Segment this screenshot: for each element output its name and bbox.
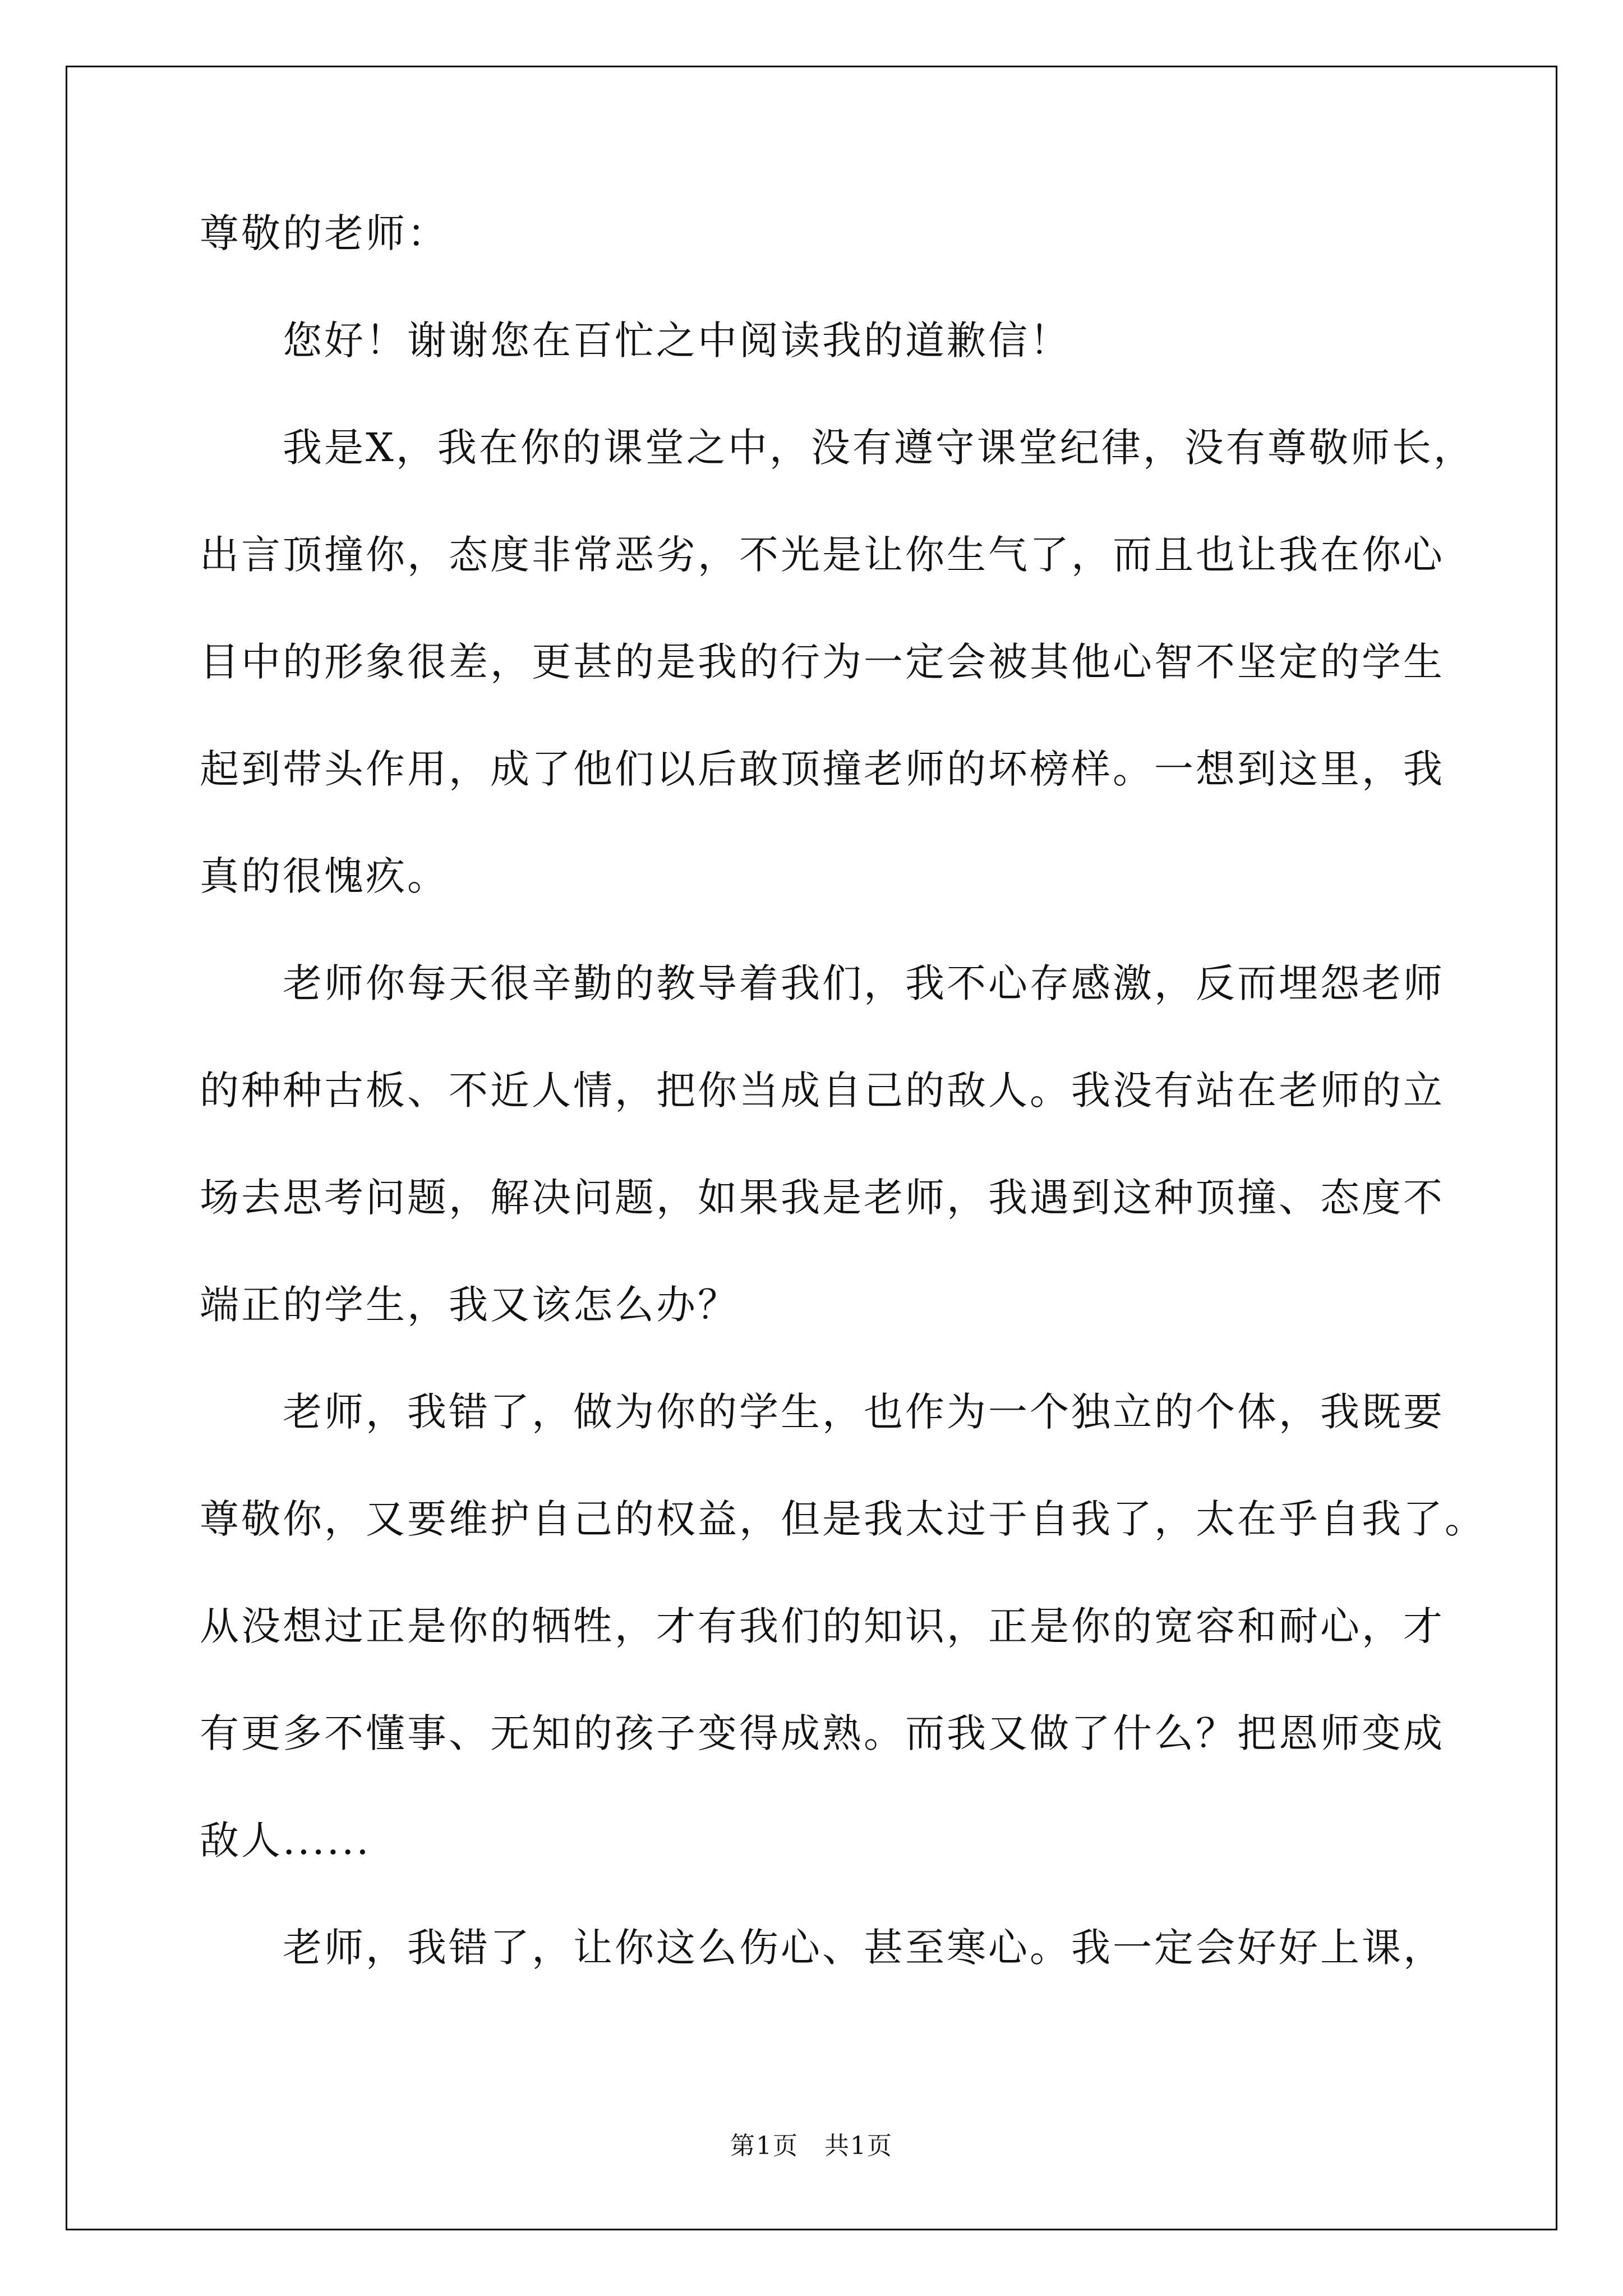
paragraph-line: 敌人...... — [200, 1818, 371, 1864]
paragraph-line: 您好！谢谢您在百忙之中阅读我的道歉信！ — [283, 318, 1071, 364]
paragraph-line: 老师你每天很辛勤的教导着我们，我不心存感激，反而埋怨老师 — [283, 960, 1445, 1006]
paragraph-line: 老师，我错了，让你这么伤心、甚至寒心。我一定会好好上课， — [283, 1925, 1445, 1971]
paragraph-line: 真的很愧疚。 — [200, 853, 449, 899]
paragraph-line: 尊敬你，又要维护自己的权益，但是我太过于自我了，太在乎自我了。 — [200, 1496, 1486, 1542]
paragraph-line: 我是X，我在你的课堂之中，没有遵守课堂纪律，没有尊敬师长， — [283, 425, 1475, 471]
salutation: 尊敬的老师： — [200, 210, 449, 256]
paragraph-line: 老师，我错了，做为你的学生，也作为一个独立的个体，我既要 — [283, 1389, 1445, 1435]
paragraph-line: 从没想过正是你的牺牲，才有我们的知识，正是你的宽容和耐心，才 — [200, 1603, 1445, 1649]
paragraph-line: 端正的学生，我又该怎么办？ — [200, 1282, 739, 1328]
paragraph-line: 场去思考问题，解决问题，如果我是老师，我遇到这种顶撞、态度不 — [200, 1175, 1445, 1221]
paragraph-line: 有更多不懂事、无知的孩子变得成熟。而我又做了什么？把恩师变成 — [200, 1710, 1445, 1756]
paragraph-line: 出言顶撞你，态度非常恶劣，不光是让你生气了，而且也让我在你心 — [200, 532, 1445, 578]
paragraph-line: 起到带头作用，成了他们以后敢顶撞老师的坏榜样。一想到这里，我 — [200, 746, 1445, 792]
letter-body — [200, 209, 1486, 2030]
paragraph-line: 的种种古板、不近人情，把你当成自己的敌人。我没有站在老师的立 — [200, 1068, 1445, 1114]
page-number: 第1页 共1页 — [730, 2132, 893, 2160]
paragraph-line: 目中的形象很差，更甚的是我的行为一定会被其他心智不坚定的学生 — [200, 639, 1445, 685]
